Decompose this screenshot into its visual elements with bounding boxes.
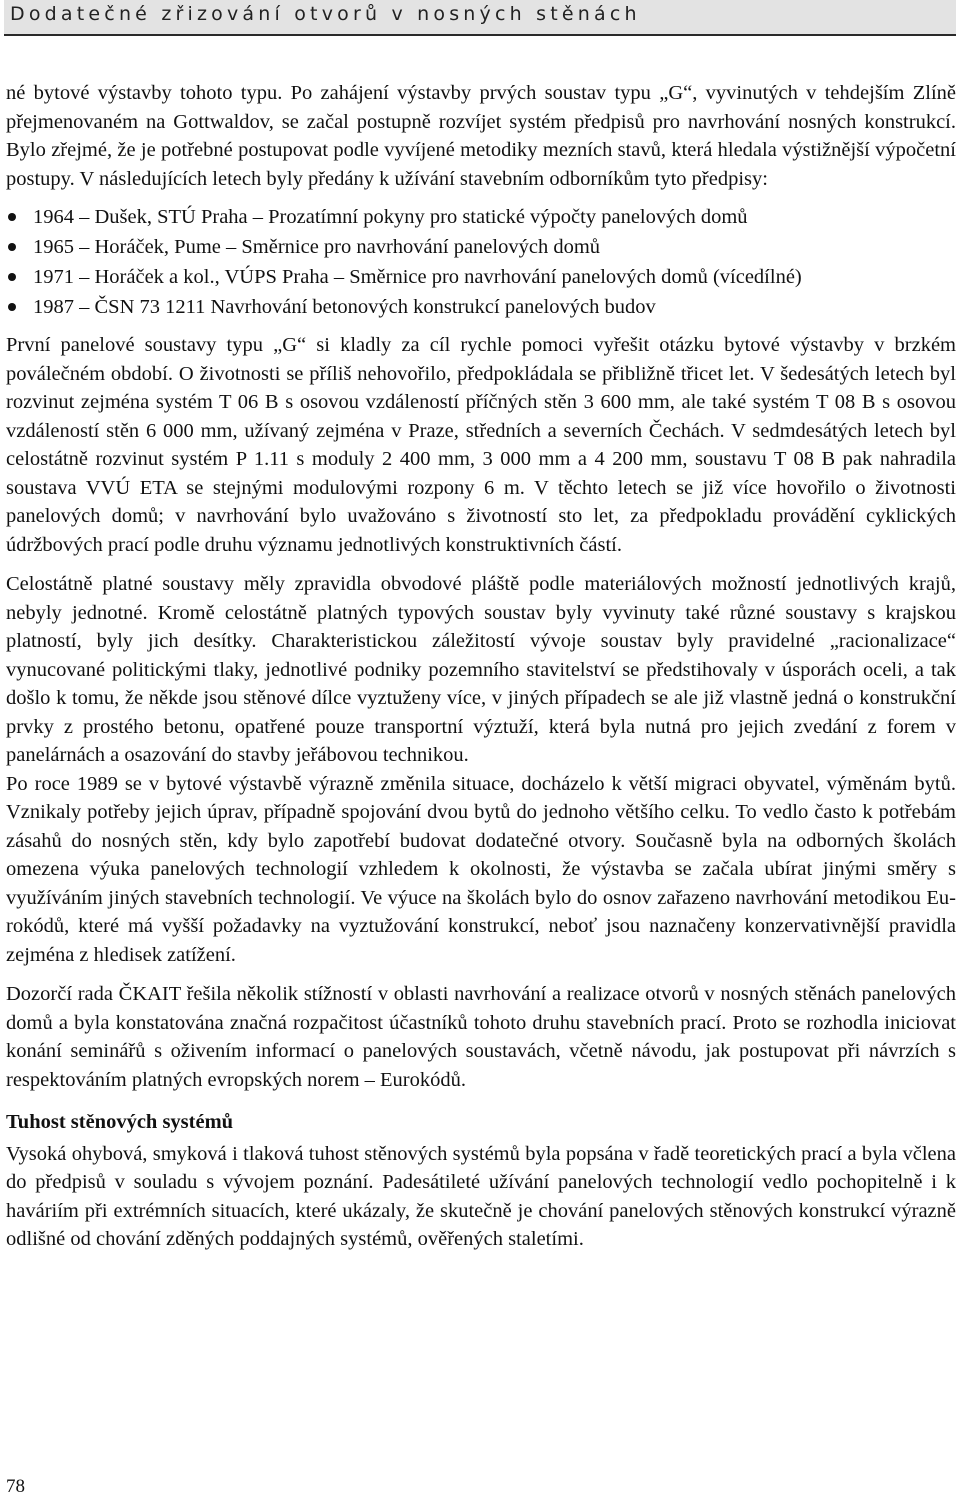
body-paragraph: Dozorčí rada ČKAIT řešila několik stížností v oblasti navrhování a realizace otvorů v nosných stěnách panelových domů a byla konstatována značná rozpačitost účastníků tohoto druhu stavebních prací. Proto se rozhodla iniciovat konání seminářů s oživením informací o panelových soustavách, včetně návodu, jak postupovat při návrzích s respektováním platných evropských norem – Eurokódů. <box>6 983 956 1091</box>
running-header <box>4 0 956 36</box>
running-header-title: Dodatečné zřizování otvorů v nosných stěnách <box>10 3 641 25</box>
section-heading: Tuhost stěnových systémů <box>6 1111 234 1133</box>
page-number: 78 <box>6 1476 25 1497</box>
list-item-text: 1965 – Horáček, Pume – Směrnice pro navrhování panelových domů <box>33 236 601 258</box>
body-paragraph: Celostátně platné soustavy měly zpravidla obvodové pláště podle materiálových možností jednotlivých krajů, nebyly jednotné. Kromě celostátně platných typových soustav byly vyvinuty také různé soustavy s krajskou platností, byly jich desítky. Charakteristickou záležitostí vývoje soustav byly pravidelné „racionalizace“ vynucované politickými tlaky, jednotlivé podniky pozemního stavitelství se předstihovaly v úsporách oceli, a tak došlo k tomu, že někde jsou stěnové dílce vyztuženy více, v jiných případech se ale již vlastně jedná o konstrukční prvky z prostého betonu, opatřené pouze transportní výztuží, která byla nutná pro jejich zvedání z forem v panelárnách a osazování do stavby jeřábovou technikou. <box>6 573 956 766</box>
document-body <box>6 79 956 1254</box>
list-item <box>6 202 956 232</box>
list-item-text: 1964 – Dušek, STÚ Praha – Prozatímní pokyny pro statické výpočty panelových domů <box>33 206 748 228</box>
list-item <box>6 232 956 262</box>
body-paragraph: né bytové výstavby tohoto typu. Po zahájení výstavby prvých soustav typu „G“, vyvinutých v tehdejším Zlíně přejmenovaném na Gottwaldov, se začal postupně rozvíjet systém předpisů pro navrhování nosných konstrukcí. Bylo zřejmé, že je potřebné postupovat podle vyvíjené metodiky mezních stavů, která hledala výstižnější výpočetní postupy. V následujících letech byly předány k užívání stavebním odborníkům tyto předpisy: <box>6 82 956 190</box>
bullet-icon <box>8 273 16 281</box>
body-paragraph: Po roce 1989 se v bytové výstavbě výrazně změnila situace, docházelo k větší migraci obyvatel, výměnám bytů. Vznikaly potřeby jejich úprav, případně spojování dvou bytů do jednoho většího celku. To vedlo často k potřebám zásahů do nosných stěn, kdy bylo zapotřebí budovat dodatečné otvory. Současně byla na odborných školách omezena výuka panelových technologií vzhledem k okolnosti, že výstavba se začala ubírat jinými směry s využíváním jiných stavebních technologií. Ve výuce na školách bylo do osnov zařazeno navrhování metodikou Eurokódů, které má vyšší požadavky na vyztužování konstrukcí, neboť jsou naznačeny konzervativnější pravidla zejména z hledisek zatížení. <box>6 772 956 966</box>
list-item-text: 1987 – ČSN 73 1211 Navrhování betonových konstrukcí panelových budov <box>33 296 656 318</box>
list-item <box>6 292 956 322</box>
regulations-list <box>6 202 956 322</box>
list-item-text: 1971 – Horáček a kol., VÚPS Praha – Směrnice pro navrhování panelových domů (vícedílné) <box>33 266 802 288</box>
list-item <box>6 262 956 292</box>
bullet-icon <box>8 213 16 221</box>
bullet-icon <box>8 303 16 311</box>
body-paragraph: První panelové soustavy typu „G“ si kladly za cíl rychle pomoci vyřešit otázku bytové výstavby v brzkém poválečném období. O životnosti se příliš nehovořilo, předpokládala se přibližně třicet let. V šedesátých letech byl rozvinut zejména systém T 06 B s osovou vzdáleností příčných stěn 3 600 mm, ale také systém T 08 B s osovou vzdáleností stěn 6 000 mm, užívaný zejména v Praze, středních a severních Čechách. V sedmdesátých letech byl celostátně rozvinut systém P 1.11 s moduly 2 400 mm, 3 000 mm a 4 200 mm, soustavu T 08 B pak nahradila soustava VVÚ ETA se stejnými modulovými rozpony 6 m. V těchto letech se již více hovořilo o životnosti panelových domů; v navrhování bylo uvažováno s životností sto let, za předpokladu provádění cyklických údržbových prací podle druhu významu jednotlivých konstruktivních částí. <box>6 334 956 556</box>
bullet-icon <box>8 243 16 251</box>
body-paragraph: Vysoká ohybová, smyková i tlaková tuhost stěnových systémů byla popsána v řadě teoretických prací a byla včlena do předpisů v souladu s vývojem poznání. Padesátileté užívání panelových technologií vedlo pochopitelně i k haváriím při extrémních situacích, které ukázaly, že skutečně je chování panelových stěnových konstrukcí výrazně odlišné od chování zděných poddajných systémů, ověřených staletími. <box>6 1142 956 1250</box>
